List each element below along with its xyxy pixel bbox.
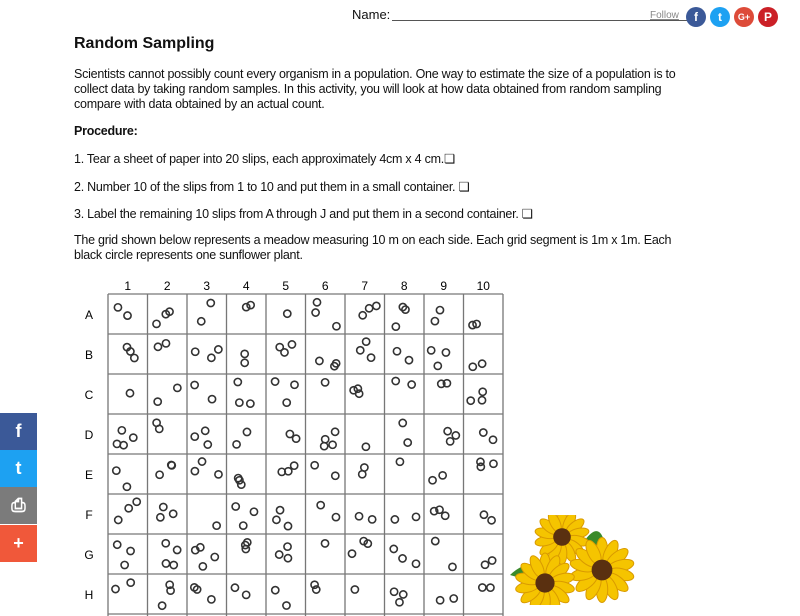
meadow-grid	[70, 276, 510, 616]
intro-line: compare with data obtained by an actual count.	[74, 97, 325, 111]
sunflower-plant-circle	[276, 551, 283, 558]
sunflower-plant-circle	[477, 458, 484, 465]
sunflower-plant-circle	[130, 434, 137, 441]
sunflower-plant-circle	[444, 428, 451, 435]
sunflower-plant-circle	[208, 354, 215, 361]
sunflower-plant-circle	[399, 555, 406, 562]
sunflower-plant-circle	[479, 584, 486, 591]
sunflower-plant-circle	[284, 555, 291, 562]
sunflower-plant-circle	[232, 503, 239, 510]
sunflower-plant-circle	[396, 458, 403, 465]
column-label: 3	[203, 279, 211, 293]
sunflower-plant-circle	[489, 436, 496, 443]
sunflower-plant-circle	[362, 443, 369, 450]
sunflower-plant-circle	[118, 427, 125, 434]
sunflower-plant-circle	[211, 553, 218, 560]
sunflower-plant-circle	[162, 560, 169, 567]
sunflower-plant-circle	[399, 419, 406, 426]
sunflower-plant-circle	[240, 522, 247, 529]
sunflower-plant-circle	[479, 360, 486, 367]
sunflower-plant-circle	[390, 545, 397, 552]
sunflower-plant-circle	[114, 541, 121, 548]
sunflower-plant-circle	[355, 513, 362, 520]
sunflower-plant-circle	[405, 357, 412, 364]
sunflower-plant-circle	[191, 433, 198, 440]
page-title: Random Sampling	[74, 35, 215, 52]
sunflower-plant-circle	[131, 354, 138, 361]
sunflower-plant-circle	[250, 508, 257, 515]
sunflower-plant-circle	[123, 483, 130, 490]
sunflower-plant-circle	[321, 379, 328, 386]
sunflower-plant-circle	[429, 477, 436, 484]
sunflower-plant-circle	[276, 344, 283, 351]
sunflower-plant-circle	[480, 511, 487, 518]
sunflower-plant-circle	[332, 472, 339, 479]
sunflower-plant-circle	[480, 429, 487, 436]
row-label: D	[84, 428, 94, 442]
sunflower-plant-circle	[478, 397, 485, 404]
share-twitter-icon[interactable]: t	[0, 450, 37, 487]
sunflower-plant-circle	[412, 560, 419, 567]
sunflower-plant-circle	[154, 398, 161, 405]
sunflower-plant-circle	[154, 343, 161, 350]
sunflower-plant-circle	[213, 522, 220, 529]
sunflower-plant-circle	[312, 309, 319, 316]
sunflower-plant-circle	[391, 516, 398, 523]
sunflower-plant-circle	[366, 305, 373, 312]
step-1: 1. Tear a sheet of paper into 20 slips, each approximately 4cm x 4 cm.❏	[74, 152, 455, 166]
sunflower-plant-circle	[127, 547, 134, 554]
sunflower-plant-circle	[170, 561, 177, 568]
sunflower-plant-circle	[313, 299, 320, 306]
sunflower-plant-circle	[351, 586, 358, 593]
sunflower-plant-circle	[207, 299, 214, 306]
sunflower-plant-circle	[114, 304, 121, 311]
sunflower-plant-circle	[208, 596, 215, 603]
sunflower-plant-circle	[373, 302, 380, 309]
sunflower-plant-circle	[450, 595, 457, 602]
sunflower-plant-circle	[202, 427, 209, 434]
sunflower-plant-circle	[284, 522, 291, 529]
sunflower-plant-circle	[408, 381, 415, 388]
sunflower-plant-circle	[271, 378, 278, 385]
column-label: 5	[282, 279, 290, 293]
sunflower-plant-circle	[204, 441, 211, 448]
sunflower-plant-circle	[191, 468, 198, 475]
sunflower-plant-circle	[243, 428, 250, 435]
intro-line: Scientists cannot possibly count every organism in a population. One way to estimate the size of a population is to	[74, 67, 676, 81]
grid-description: black circle represents one sunflower plant.	[74, 248, 303, 262]
follow-link[interactable]: Follow	[650, 10, 679, 21]
sunflower	[515, 553, 576, 605]
sunflower-plant-circle	[437, 597, 444, 604]
sunflower-plant-circle	[115, 516, 122, 523]
sunflower-plant-circle	[198, 318, 205, 325]
column-label: 8	[400, 279, 408, 293]
row-label: B	[84, 348, 94, 362]
sunflower-plant-circle	[442, 349, 449, 356]
name-label: Name:	[352, 7, 391, 22]
sunflower-plant-circle	[247, 400, 254, 407]
sunflower-plant-circle	[153, 320, 160, 327]
sunflower-plant-circle	[191, 381, 198, 388]
sunflower-plant-circle	[487, 584, 494, 591]
sunflower-plant-circle	[434, 362, 441, 369]
sunflower-plant-circle	[359, 471, 366, 478]
sunflower-plant-circle	[160, 503, 167, 510]
sunflower-plant-circle	[162, 340, 169, 347]
sunflower-plant-circle	[363, 338, 370, 345]
row-label: G	[84, 548, 94, 562]
sunflower-plant-circle	[481, 561, 488, 568]
sunflower-plant-circle	[392, 323, 399, 330]
sunflower-plant-circle	[133, 498, 140, 505]
sunflower-plant-circle	[231, 584, 238, 591]
sunflower-plant-circle	[273, 516, 280, 523]
sunflower-plant-circle	[112, 585, 119, 592]
sunflower-plant-circle	[404, 439, 411, 446]
sunflower-plant-circle	[479, 388, 486, 395]
sunflower-plant-circle	[208, 396, 215, 403]
sunflower-plant-circle	[390, 588, 397, 595]
sunflower-plant-circle	[291, 462, 298, 469]
sunflower-plant-circle	[215, 471, 222, 478]
sunflower-plant-circle	[447, 438, 454, 445]
sunflower-plant-circle	[156, 425, 163, 432]
sunflower-plant-circle	[241, 359, 248, 366]
sunflower-plant-circle	[199, 563, 206, 570]
column-label: 1	[124, 279, 132, 293]
row-label: F	[85, 508, 93, 522]
sunflower-plant-circle	[333, 323, 340, 330]
sunflower-plant-circle	[198, 458, 205, 465]
row-label: A	[84, 308, 94, 322]
sunflower-plant-circle	[331, 428, 338, 435]
sunflower-plant-circle	[449, 563, 456, 570]
sunflower-plant-circle	[316, 357, 323, 364]
sunflower-plant-circle	[243, 591, 250, 598]
sunflower-plant-circle	[321, 443, 328, 450]
sunflower-plant-circle	[369, 516, 376, 523]
sunflower-plant-circle	[241, 350, 248, 357]
sunflower-plant-circle	[332, 514, 339, 521]
facebook-icon[interactable]: f	[686, 7, 706, 27]
sunflower-plant-circle	[174, 546, 181, 553]
sunflower-plant-circle	[367, 354, 374, 361]
step-2: 2. Number 10 of the slips from 1 to 10 and put them in a small container. ❏	[74, 180, 470, 194]
sunflower-plant-circle	[157, 514, 164, 521]
sunflower-plant-circle	[393, 348, 400, 355]
sunflower-plant-circle	[400, 591, 407, 598]
sunflower-plant-circle	[243, 304, 250, 311]
intro-line: collect data by taking random samples. In this activity, you will look at how data obtained from random sampling	[74, 82, 662, 96]
sunflower-plant-circle	[236, 399, 243, 406]
sunflowers-image	[500, 515, 650, 605]
sunflower-plant-circle	[192, 348, 199, 355]
sunflower-plant-circle	[124, 312, 131, 319]
sunflower-plant-circle	[283, 602, 290, 609]
sunflower-plant-circle	[272, 587, 279, 594]
column-label: 4	[242, 279, 250, 293]
row-label: C	[84, 388, 94, 402]
sunflower-plant-circle	[432, 537, 439, 544]
sunflower-plant-circle	[322, 436, 329, 443]
column-label: 10	[476, 279, 490, 293]
sunflower-plant-circle	[488, 517, 495, 524]
grid-description: The grid shown below represents a meadow measuring 10 m on each side. Each grid segment is 1m x 1m. Each	[74, 233, 672, 247]
share-more-icon[interactable]: +	[0, 525, 37, 562]
sunflower-plant-circle	[121, 561, 128, 568]
share-facebook-icon[interactable]: f	[0, 413, 37, 450]
print-icon[interactable]: ⎙	[0, 487, 37, 524]
sunflower-plant-circle	[348, 550, 355, 557]
sunflower-plant-circle	[125, 505, 132, 512]
column-label: 2	[163, 279, 171, 293]
sunflower-plant-circle	[359, 312, 366, 319]
sunflower-plant-circle	[329, 441, 336, 448]
sunflower-plant-circle	[284, 543, 291, 550]
sunflower-plant-circle	[170, 510, 177, 517]
sunflower-plant-circle	[159, 602, 166, 609]
sunflower-plant-circle	[311, 462, 318, 469]
sunflower-plant-circle	[428, 347, 435, 354]
column-label: 7	[361, 279, 369, 293]
twitter-icon[interactable]: t	[710, 7, 730, 27]
sunflower-plant-circle	[490, 460, 497, 467]
sunflower-plant-circle	[317, 502, 324, 509]
sunflower-plant-circle	[234, 378, 241, 385]
sunflower-plant-circle	[321, 540, 328, 547]
sunflower-plant-circle	[439, 472, 446, 479]
sunflower-plant-circle	[162, 540, 169, 547]
sunflower-plant-circle	[452, 432, 459, 439]
sunflower-plant-circle	[469, 363, 476, 370]
sunflower-plant-circle	[412, 513, 419, 520]
sunflower-plant-circle	[489, 557, 496, 564]
sunflower-plant-circle	[127, 579, 134, 586]
row-label: H	[84, 588, 94, 602]
sunflower-plant-circle	[467, 397, 474, 404]
row-label: E	[84, 468, 94, 482]
sunflower-plant-circle	[431, 317, 438, 324]
sunflower-plant-circle	[293, 435, 300, 442]
sunflower-plant-circle	[247, 302, 254, 309]
name-input-line[interactable]	[392, 20, 692, 21]
column-label: 9	[440, 279, 448, 293]
procedure-heading: Procedure:	[74, 124, 138, 138]
sunflower-plant-circle	[113, 467, 120, 474]
google-plus-icon[interactable]: G+	[734, 7, 754, 27]
sunflower-plant-circle	[174, 384, 181, 391]
sunflower-plant-circle	[284, 310, 291, 317]
sunflower-plant-circle	[276, 507, 283, 514]
sunflower-plant-circle	[436, 307, 443, 314]
pinterest-icon[interactable]: P	[758, 7, 778, 27]
sunflower-plant-circle	[126, 390, 133, 397]
sunflower-plant-circle	[238, 481, 245, 488]
sunflower-plant-circle	[442, 512, 449, 519]
sunflower-plant-circle	[156, 471, 163, 478]
sunflower-plant-circle	[215, 346, 222, 353]
column-label: 6	[321, 279, 329, 293]
sunflower-plant-circle	[288, 341, 295, 348]
step-3: 3. Label the remaining 10 slips from A through J and put them in a second container. ❏	[74, 207, 533, 221]
sunflower-plant-circle	[392, 377, 399, 384]
sunflower-plant-circle	[233, 441, 240, 448]
sunflower-plant-circle	[357, 347, 364, 354]
sunflower-plant-circle	[291, 381, 298, 388]
sunflower-plant-circle	[283, 399, 290, 406]
